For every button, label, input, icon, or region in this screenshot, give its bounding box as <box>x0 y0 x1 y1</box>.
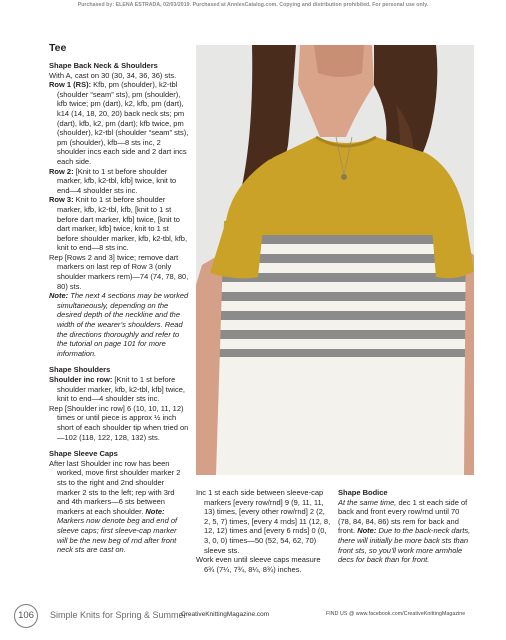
row-3-label: Row 3: <box>49 195 74 205</box>
tee-photo <box>196 45 474 475</box>
bodice-dec-text: dec 1 st each side of back and front every row/rnd until 70 (78, 84, 84, 86) sts rem for back and front. <box>338 497 468 536</box>
note-text: The next 4 sections may be worked simultaneously, depending on the desired depth of the neckline and the width of the wearer’s shoulders. Read the directions thoroughly and refer to the tutorial on page 101 for more information. <box>57 291 189 358</box>
sleeve-caps-paragraph <box>49 459 189 555</box>
row-2-instructions <box>49 167 189 196</box>
bodice-paragraph <box>338 498 474 565</box>
bodice-note-label: Note: <box>357 526 377 536</box>
sleeve-inc-text: Inc 1 st each side between sleeve-cap markers [every row/rnd] 9 (9, 11, 11, 13) times, [every other row/rnd] 2 (2, 2, 5, 7) times, [every 4 rnds] 11 (12, 8, 12, 12) times and [every 6 rnds] 0 (0, 3, 0, 0) times—50 (52, 54, 62, 70) sleeve sts. <box>196 488 331 555</box>
note-paragraph <box>49 291 189 358</box>
page-footer <box>0 600 506 630</box>
sleeve-note-label: Note: <box>145 506 165 516</box>
heading-sleeve-caps: Shape Sleeve Caps <box>49 449 118 459</box>
row-3-text: Knit to 1 st before shoulder marker, kfb, k2-tbl, kfb, [knit to 1 st before dart marker, kfb] twice, [knit to dart marker, kfb] twice, knit to 1 st before shoulder marker, kfb, k2-tbl, kfb, knit to end—8 sts inc. <box>57 195 188 253</box>
shoulder-inc-text: [Knit to 1 st before shoulder marker, kfb, k2-tbl, kfb] twice, knit to end—4 shoulder sts inc. <box>57 375 185 404</box>
page-number: 106 <box>14 604 38 628</box>
heading-back-neck: Shape Back Neck & Shoulders <box>49 61 158 70</box>
row-2-label: Row 2: <box>49 166 74 176</box>
facebook-link[interactable]: FIND US @ www.facebook.com/CreativeKnittingMagazine <box>326 611 466 617</box>
note-label: Note: <box>49 291 69 301</box>
heading-shoulders: Shape Shoulders <box>49 365 111 375</box>
cast-on-text: With A, cast on 30 (30, 34, 36, 36) sts. <box>49 70 177 80</box>
same-time-phrase: At the same time, <box>338 497 397 507</box>
row-1-label: Row 1 (RS): <box>49 80 92 90</box>
website-url[interactable]: CreativeKnittingMagazine.com <box>181 611 270 618</box>
repeat-instructions: Rep [Rows 2 and 3] twice; remove dart markers on last rep of Row 3 (only shoulder markers rem)—74 (74, 78, 80, 80) sts. <box>49 252 189 291</box>
row-1-instructions <box>49 80 189 166</box>
purchase-watermark: Purchased by: ELENA ESTRADA, 02/03/2019. Purchased at AnniesCatalog.com. Copying and distribution prohibited. For personal use only. <box>77 2 429 8</box>
row-3-instructions <box>49 195 189 253</box>
instructions-column-1 <box>49 42 189 555</box>
shoulder-repeat-text: Rep [Shoulder inc row] 6 (10, 10, 11, 12) times or until piece is approx ½ inch short of each shoulder tip when tried on—102 (118, 122, 128, 132) sts. <box>49 403 189 442</box>
heading-bodice: Shape Bodice <box>338 488 388 497</box>
instructions-column-3 <box>338 488 474 565</box>
row-1-text: Kfb, pm (shoulder), k2-tbl (shoulder “seam” sts), pm (shoulder), kfb twice; pm (dart), k2, kfb, pm (dart), k14 (14, 18, 20, 20) back neck sts; pm (dart), kfb, k2, pm (dart); kfb twice, pm (shoulder), k2-tbl (shoulder “seam” sts), pm (shoulder), kfb—8 sts inc, 2 shoulder incs each side and 2 dart incs each side. <box>57 80 189 166</box>
row-2-text: [Knit to 1 st before shoulder marker, kfb, k2-tbl, kfb] twice, knit to end—4 shoulder sts inc. <box>57 166 177 195</box>
sleeve-note-text: Markers now denote beg and end of sleeve caps; first sleeve-cap marker will be the new beg of rnd after front neck sts are cast on. <box>57 516 178 555</box>
instructions-column-2 <box>196 488 332 574</box>
shoulder-inc-row <box>49 375 189 404</box>
book-title: Simple Knits for Spring & Summer <box>50 610 187 620</box>
work-even-text: Work even until sleeve caps measure 6¾ (7¼, 7¾, 8¼, 8¾) inches. <box>196 555 321 574</box>
model-wearing-tee-illustration <box>196 45 474 475</box>
pattern-section-title: Tee <box>49 42 67 54</box>
bodice-note-text: Due to the back-neck darts, there will initially be more back sts than front sts, so you’ll work more armhole decs for back than for front. <box>338 526 471 565</box>
sleeve-caps-text: After last Shoulder inc row has been worked, move first shoulder marker 2 sts to the right and 2nd shoulder marker 2 sts to the left; rep with 3rd and 4th markers—6 sts between markers at each shoulder. <box>49 458 181 516</box>
shoulder-inc-label: Shoulder inc row: <box>49 375 113 384</box>
